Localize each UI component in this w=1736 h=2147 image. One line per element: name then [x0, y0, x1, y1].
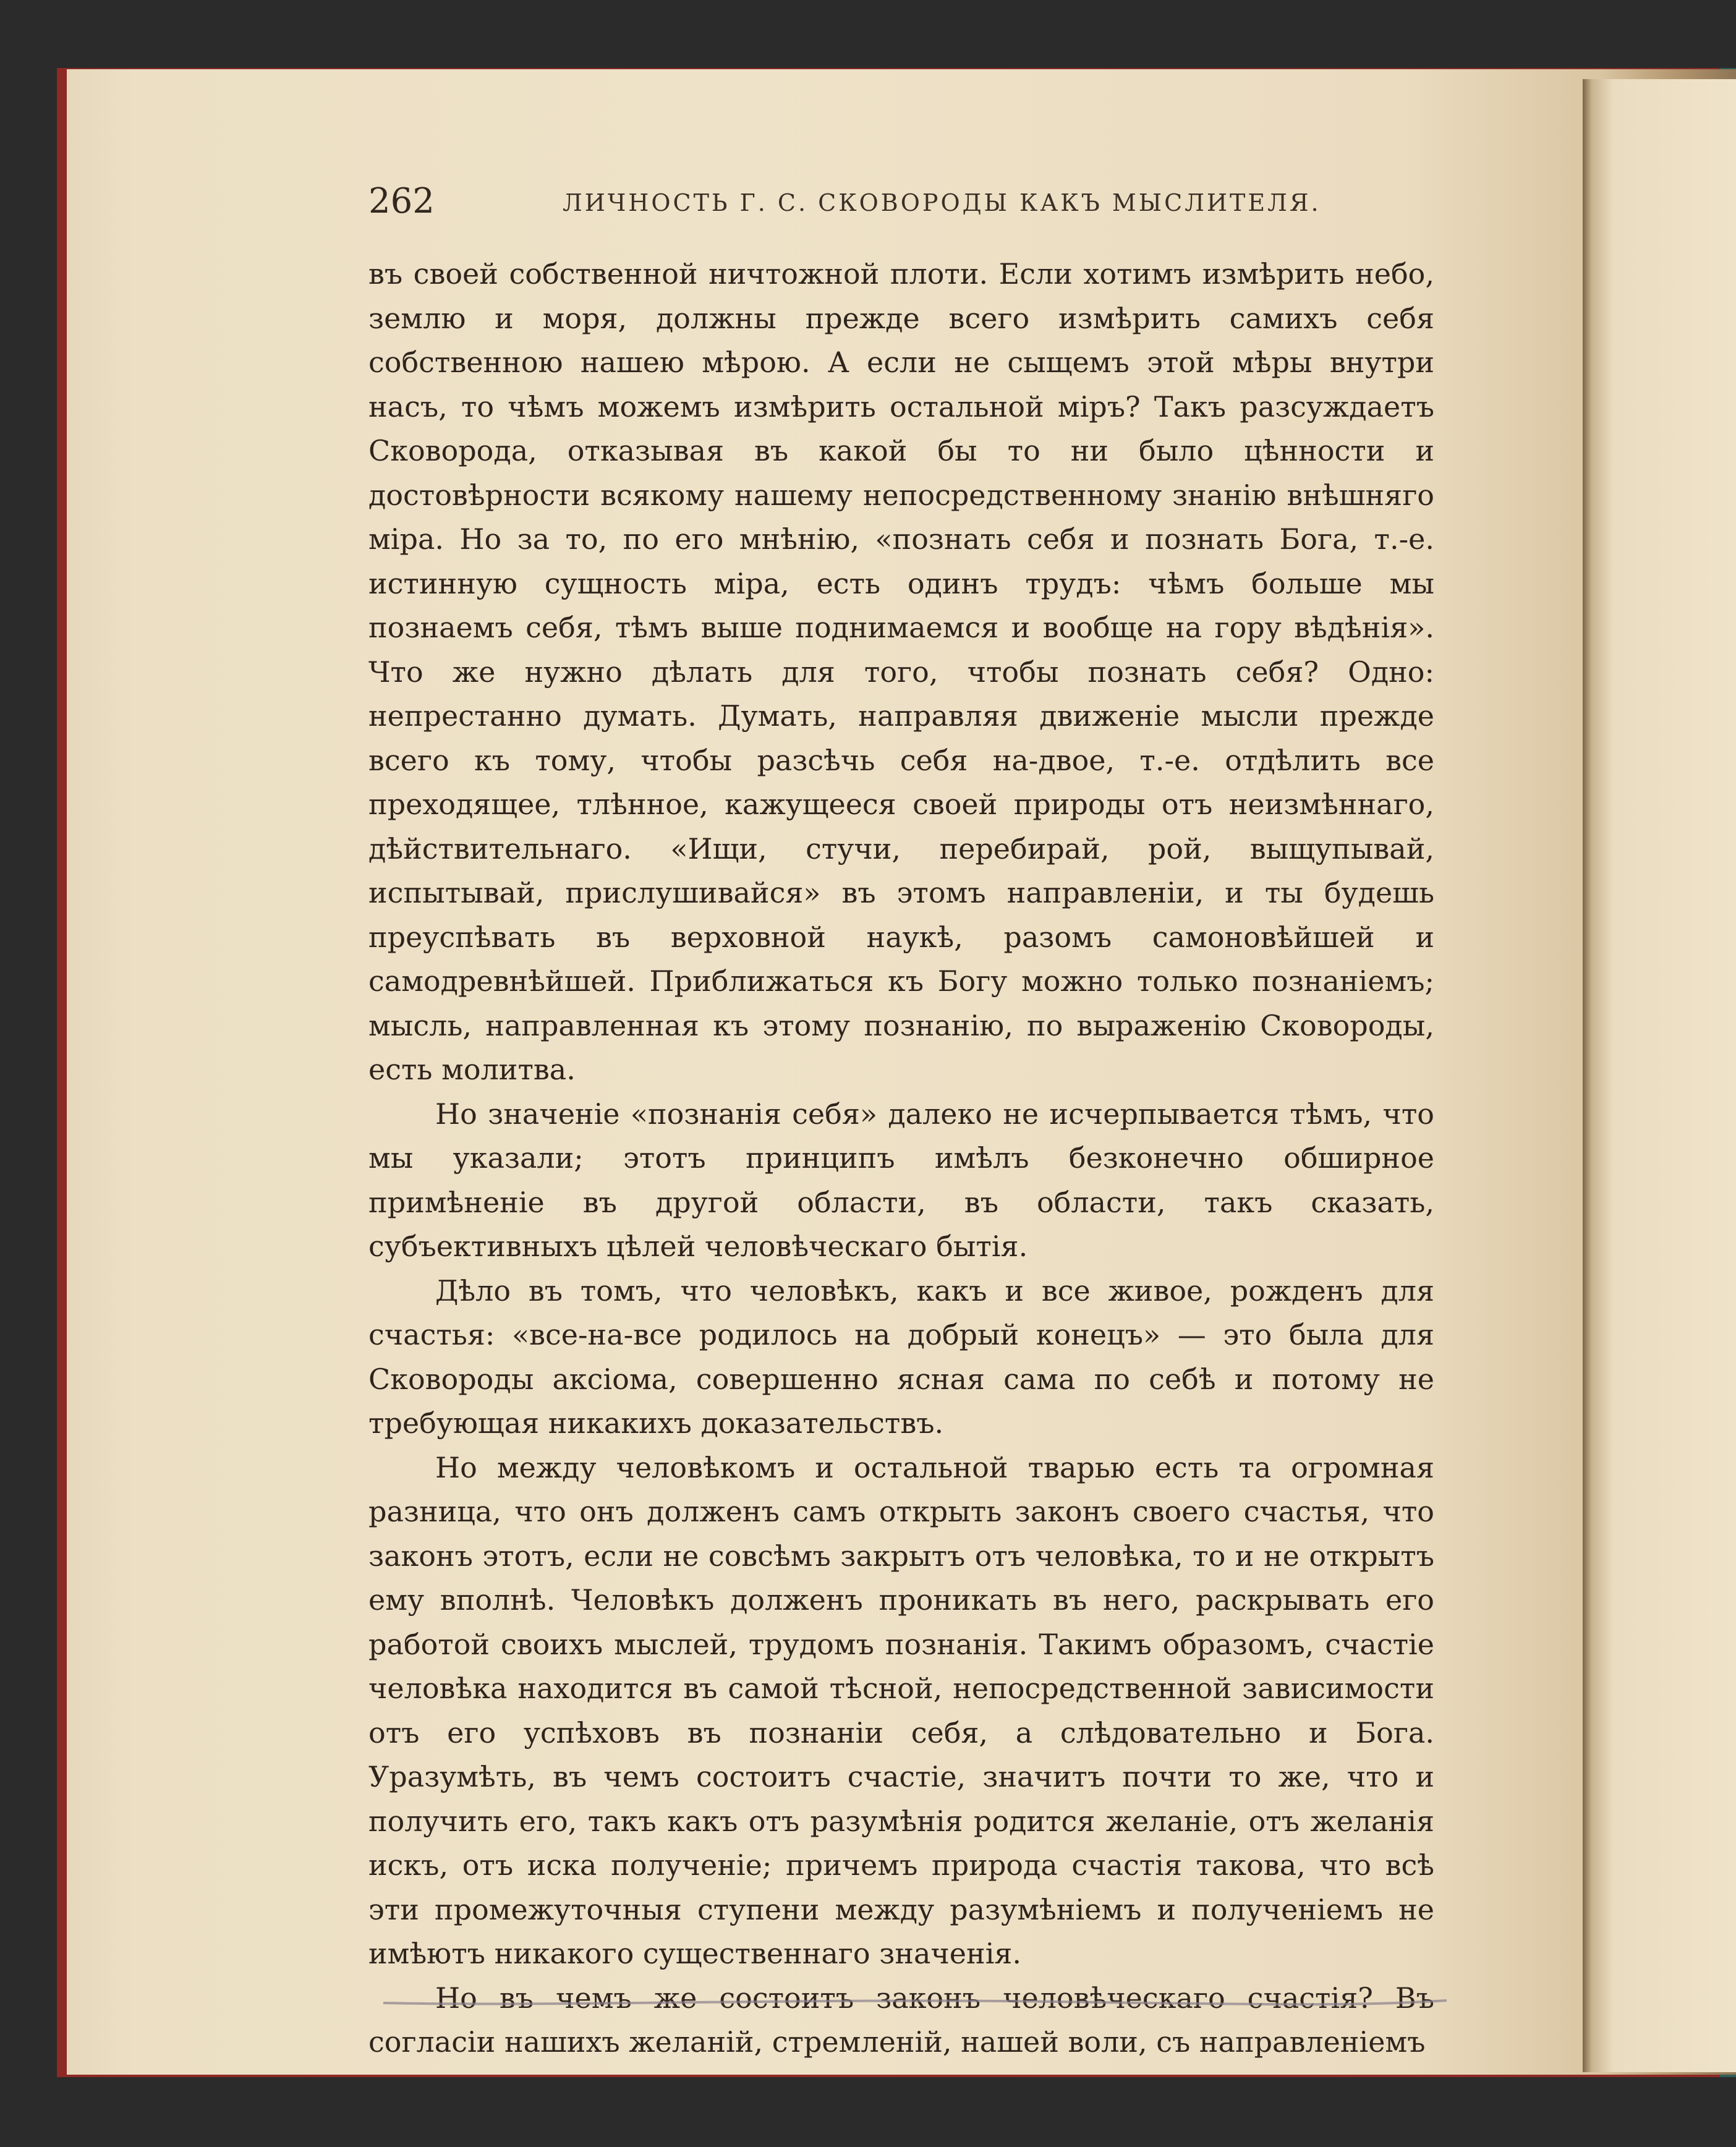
paragraph: Но въ чемъ же состоитъ законъ человѣческаго счастія? Въ согласіи нашихъ желаній, стремленій, нашей воли, съ направленіемъ [368, 1981, 1434, 2059]
page-number: 262 [368, 181, 435, 221]
paragraph: Но между человѣкомъ и остальной тварью есть та огромная разница, что онъ долженъ самъ открыть законъ своего счастья, что законъ этотъ, если не совсѣмъ закрытъ отъ человѣка, то и не открытъ ему вполнѣ. Человѣкъ долженъ проникать въ него, раскрывать его работой своихъ мыслей, трудомъ познанія. Такимъ образомъ, счастіе человѣка находится въ самой тѣсной, непосредственной зависимости отъ его успѣховъ въ познаніи себя, а слѣдовательно и Бога. Уразумѣть, въ чемъ состоитъ счастіе, значитъ почти то же, что и получить его, такъ какъ отъ разумѣнія родится желаніе, отъ желанія искъ, отъ иска полученіе; причемъ природа счастія такова, что всѣ эти промежуточныя ступени между разумѣніемъ и полученіемъ не имѣютъ никакого существеннаго значенія. [368, 1450, 1434, 1970]
running-title: ЛИЧНОСТЬ Г. С. СКОВОРОДЫ КАКЪ МЫСЛИТЕЛЯ. [563, 189, 1321, 216]
page-body [368, 252, 1434, 2059]
right-page [1583, 79, 1736, 2072]
pencil-underline [377, 1989, 1453, 2014]
paragraph: въ своей собственной ничтожной плоти. Если хотимъ измѣрить небо, землю и моря, должны прежде всего измѣрить самихъ себя собственною нашею мѣрою. А если не сыщемъ этой мѣры внутри насъ, то чѣмъ можемъ измѣрить остальной міръ? Такъ разсуждаетъ Сковорода, отказывая въ какой бы то ни было цѣнности и достовѣрности всякому нашему непосредственному знанію внѣшняго міра. Но за то, по его мнѣнію, «познать себя и познать Бога, т.-е. истинную сущность міра, есть одинъ трудъ: чѣмъ больше мы познаемъ себя, тѣмъ выше поднимаемся и вообще на гору вѣдѣнія». Что же нужно дѣлать для того, чтобы познать себя? Одно: непрестанно думать. Думать, направляя движеніе мысли прежде всего къ тому, чтобы разсѣчь себя на-двое, т.-е. отдѣлить все преходящее, тлѣнное, кажущееся своей природы отъ неизмѣннаго, дѣйствительнаго. «Ищи, стучи, перебирай, рой, выщупывай, испытывай, прислушивайся» въ этомъ направленіи, и ты будешь преуспѣвать въ верховной наукѣ, разомъ самоновѣйшей и самодревнѣйшей. Приближаться къ Богу можно только познаніемъ; мысль, направленная къ этому познанію, по выраженію Сковороды, есть молитва. [368, 257, 1434, 1086]
paragraph: Но значеніе «познанія себя» далеко не исчерпывается тѣмъ, что мы указали; этотъ принципъ имѣлъ безконечно обширное примѣненіе въ другой области, въ области, такъ сказать, субъективныхъ цѣлей человѣческаго бытія. [368, 1097, 1434, 1263]
paragraph: Дѣло въ томъ, что человѣкъ, какъ и все живое, рожденъ для счастья: «все-на-все родилось на добрый конецъ» — это была для Сковороды аксіома, совершенно ясная сама по себѣ и потому не требующая никакихъ доказательствъ. [368, 1273, 1434, 1440]
